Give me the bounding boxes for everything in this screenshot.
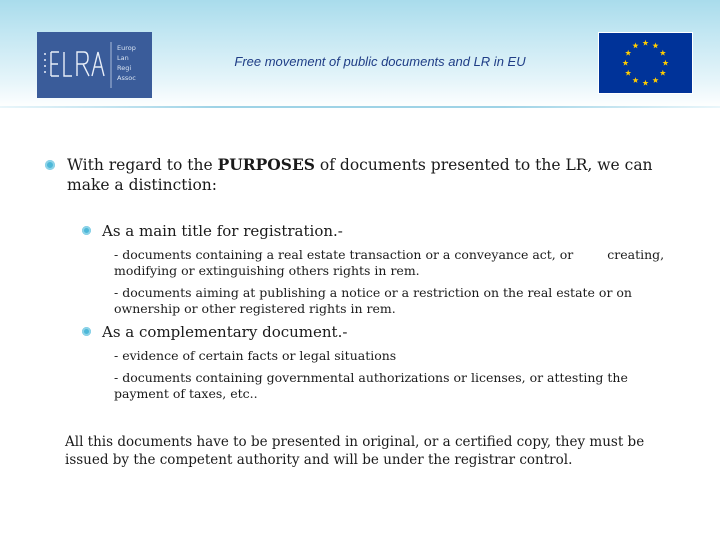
eu-flag-icon: [599, 33, 692, 93]
bullet-icon: [82, 327, 91, 336]
header-divider: [0, 106, 720, 108]
intro-paragraph: With regard to the PURPOSES of documents presented to the LR, we can make a distinction:: [67, 155, 653, 194]
main-title-heading: As a main title for registration.-: [102, 222, 343, 240]
page-title: Free movement of public documents and LR in EU: [234, 54, 526, 69]
complementary-heading: As a complementary document.-: [102, 323, 348, 341]
bullet-icon: [45, 160, 55, 170]
main-title-item-1: - documents containing a real estate transaction or a conveyance act, or creating, modifying or extinguishing others rights in rem.: [114, 247, 665, 278]
main-title-item-2: - documents aiming at publishing a notice or a restriction on the real estate or on ownership or other registered rights in rem.: [114, 285, 632, 316]
elra-logo-icon: [37, 32, 117, 98]
complementary-item-1: - evidence of certain facts or legal situations: [114, 348, 397, 363]
complementary-item-2: - documents containing governmental authorizations or licenses, or attesting the payment of taxes, etc..: [114, 370, 628, 401]
elra-small-text: Europ Lan Regi Assoc: [117, 44, 136, 82]
elra-logo: [37, 32, 152, 98]
eu-flag-logo: [598, 32, 693, 94]
emphasis-purposes: PURPOSES: [217, 155, 315, 174]
closing-paragraph: All this documents have to be presented in original, or a certified copy, they must be issued by the competent authority and will be under the registrar control.: [65, 434, 645, 468]
bullet-icon: [82, 226, 91, 235]
